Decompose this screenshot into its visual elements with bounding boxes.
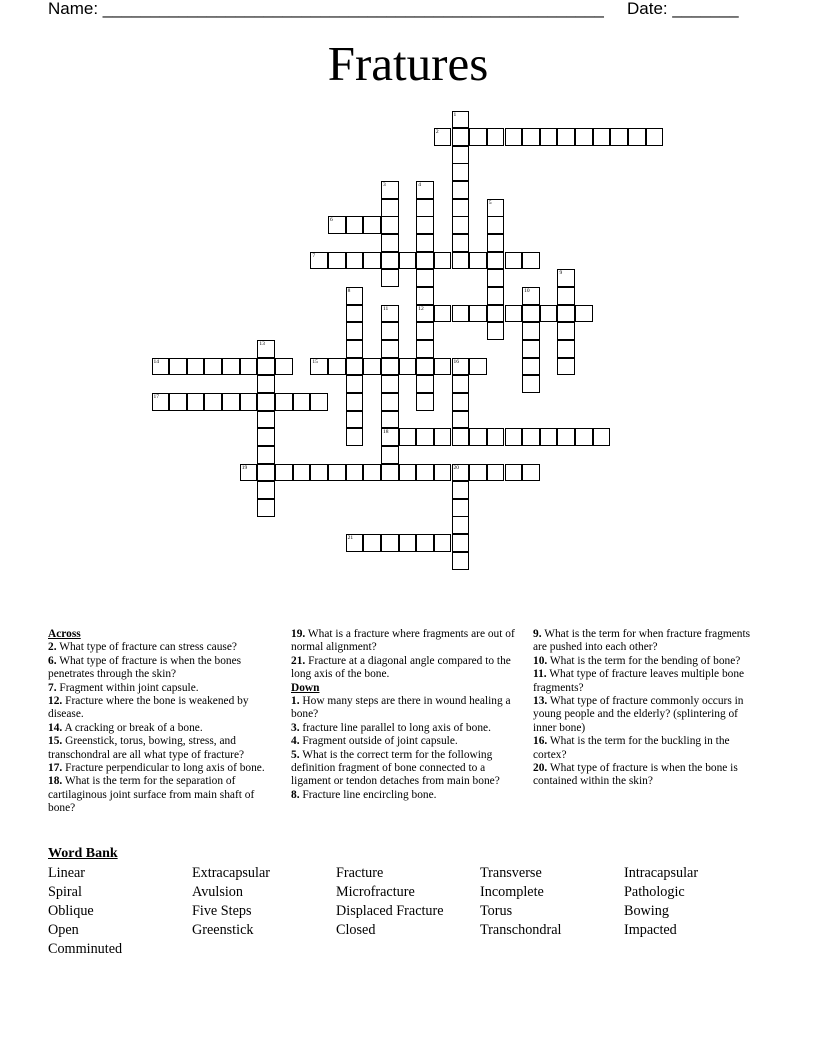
- crossword-cell[interactable]: [363, 358, 381, 376]
- clue-number: 8: [347, 288, 351, 294]
- crossword-cell[interactable]: [381, 534, 399, 552]
- clue-number: 6: [330, 217, 333, 224]
- crossword-cell[interactable]: [416, 269, 434, 287]
- crossword-cell[interactable]: [240, 358, 258, 376]
- clue-across-14: 14. A cracking or break of a bone.: [48, 721, 203, 734]
- crossword-cell[interactable]: [381, 340, 399, 358]
- crossword-cell[interactable]: [328, 464, 346, 482]
- clue-number: 20: [453, 464, 460, 471]
- crossword-cell[interactable]: [522, 252, 540, 270]
- clue-number: 12: [418, 305, 424, 312]
- crossword-cell[interactable]: [487, 252, 505, 270]
- crossword-cell[interactable]: [222, 393, 240, 411]
- crossword-cell[interactable]: [381, 234, 399, 252]
- word-bank-word: Displaced Fracture: [336, 903, 444, 919]
- crossword-cell[interactable]: [522, 375, 540, 393]
- word-bank-word: Oblique: [48, 903, 94, 919]
- crossword-cell[interactable]: [452, 375, 470, 393]
- crossword-cell[interactable]: [381, 411, 399, 429]
- crossword-cell[interactable]: [363, 534, 381, 552]
- crossword-cell[interactable]: [416, 216, 434, 234]
- crossword-cell[interactable]: [346, 358, 364, 376]
- crossword-cell[interactable]: [452, 393, 470, 411]
- crossword-cell[interactable]: [522, 128, 540, 146]
- crossword-cell[interactable]: [522, 428, 540, 446]
- crossword-cell[interactable]: [310, 393, 328, 411]
- clue-across-6: 6. What type of fracture is when the bones penetrates through the skin?: [48, 654, 242, 681]
- clue-number: 5: [488, 199, 492, 206]
- crossword-cell[interactable]: [593, 128, 611, 146]
- crossword-cell[interactable]: [452, 481, 470, 499]
- clue-number: 21: [347, 535, 354, 542]
- word-bank-word: Linear: [48, 865, 86, 881]
- word-bank-word: Intracapsular: [624, 865, 699, 881]
- crossword-cell[interactable]: [310, 358, 328, 376]
- crossword-cell[interactable]: [275, 393, 293, 411]
- word-bank-title: Word Bank: [48, 846, 118, 861]
- crossword-cell[interactable]: [452, 181, 470, 199]
- crossword-cell[interactable]: [293, 464, 311, 482]
- crossword-cell[interactable]: [381, 269, 399, 287]
- crossword-cell[interactable]: [257, 411, 275, 429]
- crossword-cell[interactable]: [416, 358, 434, 376]
- crossword-cell[interactable]: [522, 305, 540, 323]
- crossword-cell[interactable]: [416, 287, 434, 305]
- crossword-cell[interactable]: [363, 464, 381, 482]
- crossword-cell[interactable]: [557, 428, 575, 446]
- crossword-cell[interactable]: [452, 464, 470, 482]
- crossword-cell[interactable]: [487, 128, 505, 146]
- crossword-cell[interactable]: [152, 358, 170, 376]
- crossword-cell[interactable]: [522, 322, 540, 340]
- crossword-cell[interactable]: [540, 128, 558, 146]
- crossword-cell[interactable]: [575, 305, 593, 323]
- clue-number: 2: [435, 129, 439, 136]
- clue-down-20: 20. What type of fracture is when the bone is contained within the skin?: [533, 762, 738, 788]
- crossword-cell[interactable]: [363, 252, 381, 270]
- crossword-cell[interactable]: [346, 305, 364, 323]
- crossword-cell[interactable]: [328, 358, 346, 376]
- word-bank-word: Avulsion: [192, 884, 243, 900]
- crossword-cell[interactable]: [416, 393, 434, 411]
- clue-down-8: 8. Fracture line encircling bone.: [291, 788, 437, 801]
- word-bank-word: Microfracture: [336, 884, 415, 900]
- crossword-cell[interactable]: [257, 340, 275, 358]
- crossword-cell[interactable]: [452, 199, 470, 217]
- crossword-cell[interactable]: [381, 375, 399, 393]
- word-bank-word: Spiral: [48, 884, 82, 900]
- clue-number: 7: [312, 252, 316, 259]
- crossword-cell[interactable]: [522, 464, 540, 482]
- crossword-cell[interactable]: [487, 464, 505, 482]
- crossword-cell[interactable]: [293, 393, 311, 411]
- crossword-cell[interactable]: [452, 411, 470, 429]
- crossword-cell[interactable]: [346, 393, 364, 411]
- word-bank-word: Extracapsular: [192, 865, 270, 881]
- crossword-cell[interactable]: [434, 358, 452, 376]
- word-bank-word: Comminuted: [48, 941, 123, 957]
- clue-number: 14: [153, 358, 159, 365]
- word-bank-word: Transverse: [480, 865, 542, 881]
- crossword-cell[interactable]: [522, 358, 540, 376]
- crossword-cell[interactable]: [540, 305, 558, 323]
- crossword-cell[interactable]: [381, 428, 399, 446]
- crossword-cell[interactable]: [346, 287, 364, 305]
- crossword-cell[interactable]: [257, 446, 275, 464]
- crossword-cell[interactable]: [452, 305, 470, 323]
- crossword-cell[interactable]: [469, 252, 487, 270]
- crossword-cell[interactable]: [434, 534, 452, 552]
- crossword-cell[interactable]: [522, 287, 540, 305]
- crossword-cell[interactable]: [346, 216, 364, 234]
- clues-column-3: [533, 628, 759, 789]
- clue-number: 11: [382, 305, 389, 312]
- clue-number: 18: [382, 429, 389, 436]
- crossword-cell[interactable]: [557, 305, 575, 323]
- crossword-cell[interactable]: [452, 428, 470, 446]
- crossword-cell[interactable]: [346, 464, 364, 482]
- clue-down-11: 11. What type of fracture leaves multiple bone fragments?: [533, 668, 745, 694]
- clues-column-2: [291, 628, 519, 802]
- crossword-cell[interactable]: [346, 411, 364, 429]
- crossword-cell[interactable]: [275, 358, 293, 376]
- crossword-cell[interactable]: [381, 181, 399, 199]
- crossword-cell[interactable]: [257, 393, 275, 411]
- crossword-cell[interactable]: [540, 428, 558, 446]
- clue-across-18: 18. What is the term for the separation of cartilaginous joint surface from main shaft of bone?: [48, 775, 255, 815]
- crossword-cell[interactable]: [257, 375, 275, 393]
- crossword-cell[interactable]: [240, 464, 258, 482]
- clue-number: 10: [524, 288, 530, 294]
- crossword-cell[interactable]: [505, 252, 523, 270]
- crossword-cell[interactable]: [169, 393, 187, 411]
- down-heading: Down: [291, 681, 320, 694]
- clue-down-3: 3. fracture line parallel to long axis of bone.: [291, 721, 491, 734]
- crossword-cell[interactable]: [575, 128, 593, 146]
- word-bank-word: Closed: [336, 922, 376, 938]
- crossword-cell[interactable]: [257, 499, 275, 517]
- crossword-cell[interactable]: [505, 305, 523, 323]
- clue-down-10: 10. What is the term for the bending of bone?: [533, 654, 741, 667]
- crossword-cell[interactable]: [381, 358, 399, 376]
- crossword-cell[interactable]: [557, 128, 575, 146]
- clue-across-7: 7. Fragment within joint capsule.: [48, 681, 199, 694]
- clue-across-17: 17. Fracture perpendicular to long axis of bone.: [48, 762, 265, 775]
- crossword-cell[interactable]: [557, 322, 575, 340]
- clue-number: 15: [312, 358, 318, 365]
- word-bank-word: Fracture: [336, 865, 384, 881]
- crossword-cell[interactable]: [487, 428, 505, 446]
- clue-across-12: 12. Fracture where the bone is weakened by disease.: [48, 695, 249, 721]
- crossword-cell[interactable]: [381, 446, 399, 464]
- clue-down-13: 13. What type of fracture commonly occurs in young people and the elderly? (splintering of inner bone): [533, 695, 744, 734]
- crossword-cell[interactable]: [452, 234, 470, 252]
- clue-number: 9: [559, 270, 563, 277]
- crossword-cell[interactable]: [487, 305, 505, 323]
- crossword-cell[interactable]: [416, 534, 434, 552]
- crossword-cell[interactable]: [240, 393, 258, 411]
- crossword-cell[interactable]: [381, 199, 399, 217]
- word-bank-word: Greenstick: [192, 922, 254, 938]
- clue-down-5: 5. What is the correct term for the following definition fragment of bone connected to a ligament or tendon detaches from main bone?: [291, 748, 500, 788]
- crossword-cell[interactable]: [452, 516, 470, 534]
- crossword-cell[interactable]: [346, 322, 364, 340]
- crossword-cell[interactable]: [487, 269, 505, 287]
- across-heading: Across: [48, 628, 81, 640]
- name-field[interactable]: Name: _____________________________________________________: [48, 0, 604, 18]
- word-bank-list: [48, 864, 768, 959]
- crossword-cell[interactable]: [257, 481, 275, 499]
- crossword-cell[interactable]: [275, 464, 293, 482]
- crossword-cell[interactable]: [416, 181, 434, 199]
- crossword-cell[interactable]: [416, 305, 434, 323]
- crossword-cell[interactable]: [469, 305, 487, 323]
- crossword-cell[interactable]: [346, 340, 364, 358]
- crossword-cell[interactable]: [416, 340, 434, 358]
- crossword-cell[interactable]: [416, 252, 434, 270]
- crossword-cell[interactable]: [469, 464, 487, 482]
- clue-across-19: 19. What is a fracture where fragments are out of normal alignment?: [291, 628, 515, 654]
- crossword-cell[interactable]: [628, 128, 646, 146]
- crossword-cell[interactable]: [152, 393, 170, 411]
- clue-across-21: 21. Fracture at a diagonal angle compared to the long axis of the bone.: [291, 654, 511, 681]
- word-bank-word: Impacted: [624, 922, 677, 938]
- crossword-cell[interactable]: [434, 252, 452, 270]
- crossword-cell[interactable]: [522, 340, 540, 358]
- crossword-cell[interactable]: [328, 216, 346, 234]
- crossword-cell[interactable]: [204, 358, 222, 376]
- crossword-cell[interactable]: [452, 216, 470, 234]
- clue-down-4: 4. Fragment outside of joint capsule.: [291, 735, 458, 748]
- crossword-cell[interactable]: [346, 428, 364, 446]
- crossword-cell[interactable]: [363, 216, 381, 234]
- crossword-cell[interactable]: [452, 163, 470, 181]
- date-field[interactable]: Date: _______: [627, 0, 739, 18]
- crossword-cell[interactable]: [505, 464, 523, 482]
- clue-across-2: 2. What type of fracture can stress cause?: [48, 641, 237, 654]
- word-bank-word: Transchondral: [480, 922, 562, 938]
- crossword-cell[interactable]: [381, 252, 399, 270]
- word-bank-word: Pathologic: [624, 884, 685, 900]
- crossword-cell[interactable]: [346, 375, 364, 393]
- crossword-cell[interactable]: [346, 534, 364, 552]
- crossword-cell[interactable]: [487, 234, 505, 252]
- crossword-cell[interactable]: [187, 393, 205, 411]
- crossword-cell[interactable]: [469, 358, 487, 376]
- crossword-cell[interactable]: [416, 234, 434, 252]
- crossword-cell[interactable]: [469, 128, 487, 146]
- clue-number: 19: [241, 464, 248, 471]
- crossword-cell[interactable]: [434, 428, 452, 446]
- crossword-cell[interactable]: [416, 199, 434, 217]
- crossword-cell[interactable]: [257, 428, 275, 446]
- crossword-cell[interactable]: [487, 216, 505, 234]
- crossword-cell[interactable]: [505, 428, 523, 446]
- clue-number: 16: [453, 358, 460, 365]
- crossword-cell[interactable]: [610, 128, 628, 146]
- crossword-cell[interactable]: [434, 464, 452, 482]
- crossword-cell[interactable]: [452, 146, 470, 164]
- clue-down-16: 16. What is the term for the buckling in the cortex?: [533, 735, 730, 761]
- clue-number: 1: [453, 111, 457, 118]
- word-bank-word: Open: [48, 922, 79, 938]
- clue-number: 13: [259, 340, 265, 347]
- crossword-cell[interactable]: [204, 393, 222, 411]
- crossword-cell[interactable]: [434, 128, 452, 146]
- crossword-cell[interactable]: [222, 358, 240, 376]
- crossword-cell[interactable]: [381, 322, 399, 340]
- crossword-cell[interactable]: [381, 216, 399, 234]
- crossword-cell[interactable]: [416, 322, 434, 340]
- crossword-cell[interactable]: [469, 428, 487, 446]
- crossword-cell[interactable]: [399, 252, 417, 270]
- crossword-cell[interactable]: [434, 305, 452, 323]
- crossword-cell[interactable]: [346, 252, 364, 270]
- clue-number: 4: [418, 182, 421, 189]
- crossword-cell[interactable]: [416, 375, 434, 393]
- clue-number: 17: [153, 393, 159, 400]
- crossword-cell[interactable]: [381, 393, 399, 411]
- crossword-cell[interactable]: [399, 358, 417, 376]
- crossword-cell[interactable]: [310, 252, 328, 270]
- word-bank-word: Torus: [480, 903, 513, 919]
- crossword-cell[interactable]: [452, 128, 470, 146]
- clue-across-15: 15. Greenstick, torus, bowing, stress, and transchondral are all what type of fracture?: [48, 735, 245, 761]
- crossword-cell[interactable]: [487, 322, 505, 340]
- crossword-cell[interactable]: [328, 252, 346, 270]
- crossword-cell[interactable]: [452, 534, 470, 552]
- puzzle-title: Fratures: [327, 36, 489, 91]
- crossword-cell[interactable]: [399, 464, 417, 482]
- crossword-cell[interactable]: [487, 287, 505, 305]
- crossword-cell[interactable]: [452, 552, 470, 570]
- clue-number: 3: [382, 182, 386, 189]
- word-bank-word: Incomplete: [480, 884, 544, 900]
- crossword-cell[interactable]: [557, 287, 575, 305]
- crossword-cell[interactable]: [310, 464, 328, 482]
- crossword-cell[interactable]: [505, 128, 523, 146]
- word-bank-word: Five Steps: [192, 903, 252, 919]
- word-bank-word: Bowing: [624, 903, 669, 919]
- clue-down-9: 9. What is the term for when fracture fragments are pushed into each other?: [533, 628, 751, 654]
- crossword-cell[interactable]: [452, 111, 470, 129]
- crossword-cell[interactable]: [187, 358, 205, 376]
- crossword-cell[interactable]: [399, 534, 417, 552]
- crossword-cell[interactable]: [416, 428, 434, 446]
- clue-down-1: 1. How many steps are there in wound healing a bone?: [291, 695, 511, 721]
- crossword-cell[interactable]: [487, 199, 505, 217]
- crossword-cell[interactable]: [557, 340, 575, 358]
- crossword-cell[interactable]: [257, 464, 275, 482]
- crossword-cell[interactable]: [452, 252, 470, 270]
- word-bank: [48, 846, 768, 959]
- crossword-cell[interactable]: [593, 428, 611, 446]
- crossword-cell[interactable]: [452, 499, 470, 517]
- clues-column-1: [48, 628, 274, 816]
- crossword-cell[interactable]: [575, 428, 593, 446]
- crossword-cell[interactable]: [169, 358, 187, 376]
- crossword-cell[interactable]: [557, 358, 575, 376]
- crossword-cell[interactable]: [381, 464, 399, 482]
- crossword-cell[interactable]: [452, 358, 470, 376]
- crossword-cell[interactable]: [381, 305, 399, 323]
- crossword-cell[interactable]: [257, 358, 275, 376]
- crossword-cell[interactable]: [416, 464, 434, 482]
- crossword-cell[interactable]: [646, 128, 664, 146]
- crossword-cell[interactable]: [399, 428, 417, 446]
- crossword-cell[interactable]: [557, 269, 575, 287]
